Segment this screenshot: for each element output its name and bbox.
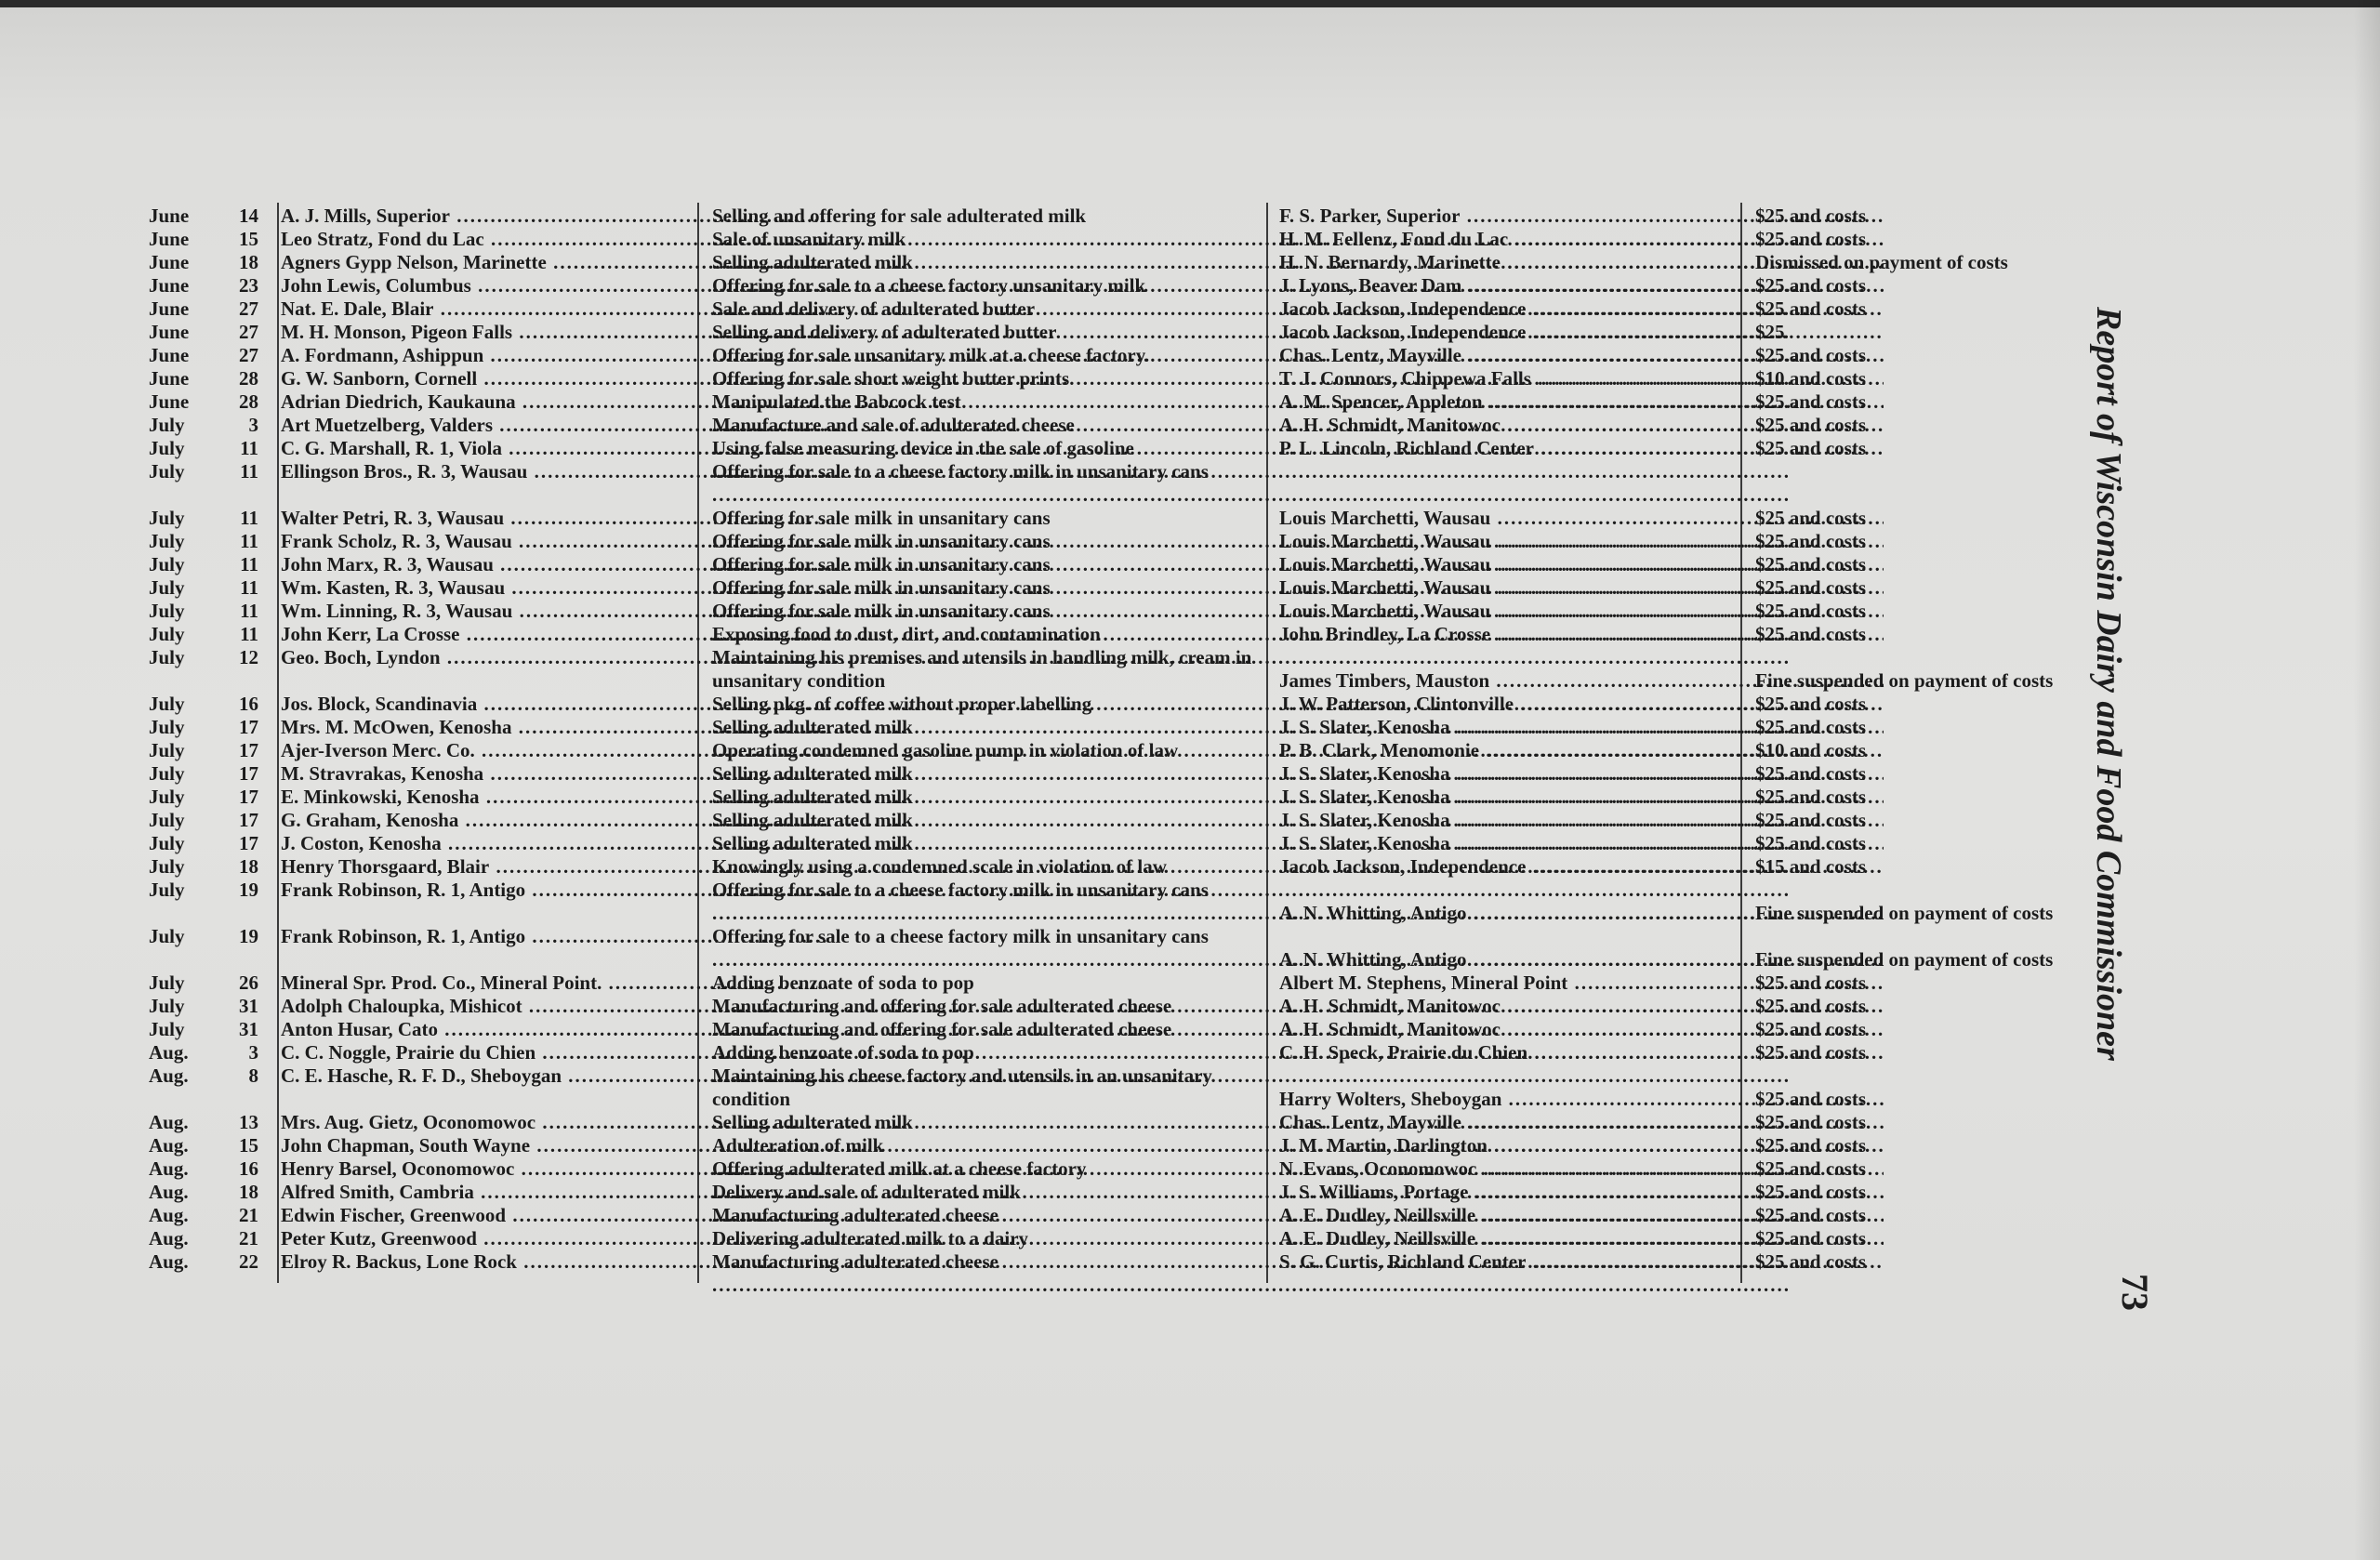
offense-cell: Selling and delivery of adulterated butter ..... [712, 321, 1261, 367]
disposition-cell: $15 and costs [1755, 855, 1867, 878]
disposition-cell: $25 and costs [1755, 1134, 1867, 1157]
court-cell: A. M. Spencer, Appleton ..... [1279, 390, 1884, 414]
court-cell: Louis Marchetti, Wausau ..... [1279, 553, 1884, 576]
day-cell: 22 [239, 1250, 258, 1273]
defendant-cell: Geo. Boch, Lyndon ..... [281, 646, 827, 669]
day-cell: 15 [239, 228, 258, 250]
table-row [149, 553, 2138, 576]
month-cell: July [149, 437, 185, 459]
court-cell: Jacob Jackson, Independence ..... [1279, 321, 1884, 344]
table-row [149, 1064, 2138, 1111]
table-row [149, 1204, 2138, 1227]
offense-cell: Manufacturing and offering for sale adulterated cheese ..... [712, 1018, 1261, 1064]
defendant-cell: Edwin Fischer, Greenwood ..... [281, 1204, 827, 1227]
defendant-cell: Leo Stratz, Fond du Lac ..... [281, 228, 827, 251]
offense-cell: Sale of unsanitary milk ..... [712, 228, 1261, 274]
court-cell: P. L. Lincoln, Richland Center ..... [1279, 437, 1884, 460]
defendant-cell: Jos. Block, Scandinavia ..... [281, 693, 827, 716]
day-cell: 16 [239, 1157, 258, 1180]
court-cell: A. H. Schmidt, Manitowoc ..... [1279, 1018, 1884, 1041]
month-cell: June [149, 344, 190, 366]
month-cell: June [149, 251, 190, 273]
disposition-cell: $25 and costs [1755, 716, 1867, 738]
offense-cell: Selling adulterated milk ..... [712, 251, 1261, 297]
disposition-cell: $25 and costs [1755, 507, 1867, 529]
day-cell: 11 [240, 460, 258, 483]
day-cell: 11 [240, 600, 258, 622]
disposition-cell: $25 and costs [1755, 437, 1867, 459]
court-cell: N. Evans, Oconomowoc ..... [1279, 1157, 1884, 1181]
defendant-cell: Agners Gypp Nelson, Marinette ..... [281, 251, 827, 274]
court-cell: J. S. Williams, Portage ..... [1279, 1181, 1884, 1204]
defendant-cell: Wm. Kasten, R. 3, Wausau ..... [281, 576, 827, 600]
day-cell: 27 [239, 344, 258, 366]
court-cell: Harry Wolters, Sheboygan ..... [1279, 1088, 1884, 1111]
court-cell: J. S. Slater, Kenosha ..... [1279, 832, 1884, 855]
offense-cell: Offering for sale milk in unsanitary cans ..... [712, 530, 1261, 576]
month-cell: July [149, 832, 185, 854]
table-row [149, 1157, 2138, 1181]
court-cell: Chas. Lentz, Mayville ..... [1279, 1111, 1884, 1134]
offense-cell: Manufacturing and offering for sale adulterated cheese ..... [712, 995, 1261, 1041]
table-row [149, 297, 2138, 321]
offense-cell: Selling adulterated milk ..... [712, 832, 1261, 879]
defendant-cell: John Chapman, South Wayne ..... [281, 1134, 827, 1157]
day-cell: 11 [240, 553, 258, 575]
table-row [149, 716, 2138, 739]
month-cell: Aug. [149, 1204, 189, 1226]
disposition-cell: $10 and costs [1755, 739, 1867, 761]
defendant-cell: C. E. Hasche, R. F. D., Sheboygan ..... [281, 1064, 827, 1088]
day-cell: 11 [240, 623, 258, 645]
disposition-cell: $25 and costs [1755, 1227, 1867, 1249]
day-cell: 3 [248, 1041, 258, 1064]
court-cell: H. N. Bernardy, Marinette ..... [1279, 251, 1884, 274]
offense-cell: Knowingly using a condemned scale in violation of law ..... [712, 855, 1261, 902]
court-cell: A. E. Dudley, Neillsville ..... [1279, 1227, 1884, 1250]
defendant-cell: John Lewis, Columbus ..... [281, 274, 827, 297]
day-cell: 19 [239, 925, 258, 947]
day-cell: 26 [239, 972, 258, 994]
court-cell: A. E. Dudley, Neillsville ..... [1279, 1204, 1884, 1227]
month-cell: June [149, 367, 190, 390]
offense-cell: Adulteration of milk ..... [712, 1134, 1261, 1181]
table-row [149, 1181, 2138, 1204]
disposition-cell: $25 and costs [1755, 553, 1867, 575]
defendant-cell: Henry Thorsgaard, Blair ..... [281, 855, 827, 879]
day-cell: 21 [239, 1204, 258, 1226]
defendant-cell: A. J. Mills, Superior ..... [281, 205, 827, 228]
disposition-cell: $25 and costs [1755, 205, 1867, 227]
offense-cell: Operating condemned gasoline pump in violation of law ..... [712, 739, 1261, 786]
offense-cell: Maintaining his premises and utensils in handling milk, cream in unsanitary condition ..... [712, 646, 1261, 716]
day-cell: 27 [239, 321, 258, 343]
court-cell: F. S. Parker, Superior ..... [1279, 205, 1884, 228]
table-row [149, 228, 2138, 251]
court-cell: J. W. Patterson, Clintonville ..... [1279, 693, 1884, 716]
table-row [149, 995, 2138, 1018]
disposition-cell: $25 and costs [1755, 1250, 1867, 1273]
month-cell: July [149, 623, 185, 645]
table-row [149, 251, 2138, 274]
month-cell: July [149, 762, 185, 785]
defendant-cell: E. Minkowski, Kenosha ..... [281, 786, 827, 809]
court-cell: John Brindley, La Crosse ..... [1279, 623, 1884, 646]
defendant-cell: Ajer-Iverson Merc. Co. ..... [281, 739, 827, 762]
month-cell: July [149, 646, 185, 668]
disposition-cell: $25 and costs [1755, 576, 1867, 599]
table-row [149, 925, 2138, 972]
month-cell: June [149, 205, 190, 227]
table-row [149, 414, 2138, 437]
day-cell: 18 [239, 855, 258, 878]
disposition-cell: Fine suspended on payment of costs [1755, 669, 2054, 692]
court-cell: S. G. Curtis, Richland Center ..... [1279, 1250, 1884, 1274]
court-cell: J. S. Slater, Kenosha ..... [1279, 786, 1884, 809]
page-number: 73 [2114, 1274, 2156, 1311]
disposition-cell: $25 and costs [1755, 623, 1867, 645]
defendant-cell: Henry Barsel, Oconomowoc ..... [281, 1157, 827, 1181]
court-cell: J. S. Slater, Kenosha ..... [1279, 809, 1884, 832]
table-row [149, 879, 2138, 925]
court-cell: Jacob Jackson, Independence ..... [1279, 297, 1884, 321]
defendant-cell: Frank Robinson, R. 1, Antigo ..... [281, 925, 827, 948]
court-cell: Albert M. Stephens, Mineral Point ..... [1279, 972, 1884, 995]
disposition-cell: $25 and costs [1755, 693, 1867, 715]
month-cell: July [149, 1018, 185, 1040]
disposition-cell: $10 and costs [1755, 367, 1867, 390]
defendant-cell: Mineral Spr. Prod. Co., Mineral Point. ..... [281, 972, 827, 995]
month-cell: July [149, 879, 185, 901]
month-cell: July [149, 786, 185, 808]
court-cell: A. H. Schmidt, Manitowoc ..... [1279, 414, 1884, 437]
table-row [149, 460, 2138, 507]
month-cell: Aug. [149, 1041, 189, 1064]
month-cell: Aug. [149, 1157, 189, 1180]
defendant-cell: Frank Scholz, R. 3, Wausau ..... [281, 530, 827, 553]
month-cell: July [149, 716, 185, 738]
day-cell: 11 [240, 437, 258, 459]
disposition-cell: $25 and costs [1755, 762, 1867, 785]
month-cell: Aug. [149, 1227, 189, 1249]
offense-cell: Selling adulterated milk ..... [712, 809, 1261, 855]
disposition-cell: $25 and costs [1755, 1157, 1867, 1180]
month-cell: July [149, 507, 185, 529]
defendant-cell: Frank Robinson, R. 1, Antigo ..... [281, 879, 827, 902]
disposition-cell: $25 and costs [1755, 1181, 1867, 1203]
offense-cell: Manufacturing adulterated cheese ..... [712, 1204, 1261, 1250]
month-cell: Aug. [149, 1134, 189, 1157]
table-row [149, 1018, 2138, 1041]
month-cell: July [149, 739, 185, 761]
offense-cell: Selling adulterated milk ..... [712, 1111, 1261, 1157]
day-cell: 15 [239, 1134, 258, 1157]
scan-top-edge [0, 0, 2380, 7]
month-cell: June [149, 390, 190, 413]
table-row [149, 786, 2138, 809]
month-cell: July [149, 414, 185, 436]
offense-cell: Selling adulterated milk ..... [712, 786, 1261, 832]
table-row [149, 205, 2138, 228]
offense-cell: Using false measuring device in the sale of gasoline ..... [712, 437, 1261, 483]
offense-cell: Adding benzoate of soda to pop ..... [712, 972, 1261, 1018]
disposition-cell: $25 and costs [1755, 228, 1867, 250]
disposition-cell: Fine suspended on payment of costs [1755, 948, 2054, 971]
defendant-cell: Mrs. Aug. Gietz, Oconomowoc ..... [281, 1111, 827, 1134]
defendant-cell: M. Stravrakas, Kenosha ..... [281, 762, 827, 786]
defendant-cell: M. H. Monson, Pigeon Falls ..... [281, 321, 827, 344]
court-cell: A. H. Schmidt, Manitowoc ..... [1279, 995, 1884, 1018]
table-row [149, 1250, 2138, 1274]
defendant-cell: G. W. Sanborn, Cornell ..... [281, 367, 827, 390]
table-row [149, 1134, 2138, 1157]
table-row [149, 576, 2138, 600]
offense-cell: Adding benzoate of soda to pop ..... [712, 1041, 1261, 1088]
month-cell: July [149, 600, 185, 622]
court-cell: J. Lyons, Beaver Dam ..... [1279, 274, 1884, 297]
disposition-cell: $25 and costs [1755, 1111, 1867, 1133]
table-row [149, 739, 2138, 762]
court-cell: C. H. Speck, Prairie du Chien ..... [1279, 1041, 1884, 1064]
disposition-cell: $25 [1755, 321, 1785, 343]
day-cell: 17 [239, 786, 258, 808]
disposition-cell: Dismissed on payment of costs [1755, 251, 2008, 273]
month-cell: July [149, 925, 185, 947]
defendant-cell: Anton Husar, Cato ..... [281, 1018, 827, 1041]
court-cell: J. M. Martin, Darlington ..... [1279, 1134, 1884, 1157]
offense-cell: Selling pkg. of coffee without proper labelling ..... [712, 693, 1261, 739]
table-row [149, 646, 2138, 693]
day-cell: 28 [239, 367, 258, 390]
disposition-cell: $25 and costs [1755, 1204, 1867, 1226]
month-cell: July [149, 460, 185, 483]
table-row [149, 832, 2138, 855]
table-row [149, 623, 2138, 646]
offense-cell: Delivering adulterated milk to a dairy ..... [712, 1227, 1261, 1274]
month-cell: Aug. [149, 1111, 189, 1133]
defendant-cell: Ellingson Bros., R. 3, Wausau ..... [281, 460, 827, 483]
disposition-cell: Fine suspended on payment of costs [1755, 902, 2054, 924]
table-row [149, 855, 2138, 879]
court-cell: Louis Marchetti, Wausau ..... [1279, 530, 1884, 553]
disposition-cell: $25 and costs [1755, 274, 1867, 297]
page-gutter-shadow [2354, 0, 2380, 1560]
court-cell: Jacob Jackson, Independence ..... [1279, 855, 1884, 879]
day-cell: 19 [239, 879, 258, 901]
month-cell: July [149, 855, 185, 878]
table-row [149, 1111, 2138, 1134]
disposition-cell: $25 and costs [1755, 600, 1867, 622]
offense-cell: Offering for sale milk in unsanitary cans ..... [712, 553, 1261, 600]
court-cell: P. B. Clark, Menomonie ..... [1279, 739, 1884, 762]
day-cell: 11 [240, 576, 258, 599]
running-head-title: Report of Wisconsin Dairy and Food Commissioner [2089, 307, 2128, 1061]
table-row [149, 809, 2138, 832]
month-cell: July [149, 553, 185, 575]
day-cell: 21 [239, 1227, 258, 1249]
table-row [149, 1227, 2138, 1250]
table-row [149, 321, 2138, 344]
defendant-cell: Art Muetzelberg, Valders ..... [281, 414, 827, 437]
offense-cell: Maintaining his cheese factory and utensils in an unsanitary condition ..... [712, 1064, 1261, 1134]
table-row [149, 437, 2138, 460]
disposition-cell: $25 and costs [1755, 809, 1867, 831]
offense-cell: Selling and offering for sale adulterated milk ..... [712, 205, 1261, 251]
court-cell: H. M. Fellenz, Fond du Lac ..... [1279, 228, 1884, 251]
offense-cell: Offering for sale unsanitary milk at a cheese factory. ..... [712, 344, 1261, 390]
prosecutions-table [149, 205, 2138, 1274]
disposition-cell: $25 and costs [1755, 390, 1867, 413]
offense-cell: Exposing food to dust, dirt, and contamination ..... [712, 623, 1261, 669]
defendant-cell: Mrs. M. McOwen, Kenosha ..... [281, 716, 827, 739]
defendant-cell: J. Coston, Kenosha ..... [281, 832, 827, 855]
defendant-cell: John Marx, R. 3, Wausau ..... [281, 553, 827, 576]
day-cell: 17 [239, 809, 258, 831]
day-cell: 12 [239, 646, 258, 668]
table-row [149, 390, 2138, 414]
defendant-cell: A. Fordmann, Ashippun ..... [281, 344, 827, 367]
offense-cell: Manufacturing adulterated cheese ..... [712, 1250, 1261, 1297]
day-cell: 28 [239, 390, 258, 413]
court-cell: J. S. Slater, Kenosha ..... [1279, 762, 1884, 786]
offense-cell: Offering for sale to a cheese factory milk in unsanitary cans ..... [712, 879, 1261, 925]
month-cell: June [149, 228, 190, 250]
offense-cell: Selling adulterated milk ..... [712, 762, 1261, 809]
month-cell: July [149, 576, 185, 599]
offense-cell: Delivery and sale of adulterated milk ..... [712, 1181, 1261, 1227]
court-cell: James Timbers, Mauston ..... [1279, 669, 1884, 693]
month-cell: July [149, 693, 185, 715]
day-cell: 23 [239, 274, 258, 297]
offense-cell: Offering for sale to a cheese factory unsanitary milk ..... [712, 274, 1261, 321]
court-cell: Louis Marchetti, Wausau ..... [1279, 600, 1884, 623]
disposition-cell: $25 and costs [1755, 972, 1867, 994]
day-cell: 17 [239, 739, 258, 761]
offense-cell: Offering for sale short weight butter prints ..... [712, 367, 1261, 414]
defendant-cell: C. C. Noggle, Prairie du Chien ..... [281, 1041, 827, 1064]
disposition-cell: $25 and costs [1755, 297, 1867, 320]
month-cell: July [149, 809, 185, 831]
court-cell: Chas. Lentz, Mayville ..... [1279, 344, 1884, 367]
table-row [149, 693, 2138, 716]
disposition-cell: $25 and costs [1755, 786, 1867, 808]
day-cell: 18 [239, 251, 258, 273]
court-cell: A. N. Whitting, Antigo ..... [1279, 948, 1884, 972]
table-row [149, 344, 2138, 367]
day-cell: 13 [239, 1111, 258, 1133]
month-cell: June [149, 297, 190, 320]
offense-cell: Offering for sale to a cheese factory milk in unsanitary cans ..... [712, 925, 1261, 972]
table-row [149, 507, 2138, 530]
defendant-cell: Adolph Chaloupka, Mishicot ..... [281, 995, 827, 1018]
offense-cell: Offering for sale milk in unsanitary cans ..... [712, 576, 1261, 623]
court-cell: Louis Marchetti, Wausau ..... [1279, 507, 1884, 530]
table-row [149, 600, 2138, 623]
table-row [149, 530, 2138, 553]
disposition-cell: $25 and costs [1755, 1018, 1867, 1040]
day-cell: 17 [239, 832, 258, 854]
disposition-cell: $25 and costs [1755, 414, 1867, 436]
defendant-cell: C. G. Marshall, R. 1, Viola ..... [281, 437, 827, 460]
defendant-cell: G. Graham, Kenosha ..... [281, 809, 827, 832]
defendant-cell: Walter Petri, R. 3, Wausau ..... [281, 507, 827, 530]
defendant-cell: Alfred Smith, Cambria ..... [281, 1181, 827, 1204]
offense-cell: Manufacture and sale of adulterated cheese ..... [712, 414, 1261, 460]
month-cell: June [149, 274, 190, 297]
month-cell: Aug. [149, 1250, 189, 1273]
offense-cell: Offering adulterated milk at a cheese factory ..... [712, 1157, 1261, 1204]
disposition-cell: $25 and costs [1755, 1041, 1867, 1064]
offense-cell: Offering for sale milk in unsanitary cans ..... [712, 600, 1261, 646]
day-cell: 16 [239, 693, 258, 715]
day-cell: 8 [248, 1064, 258, 1087]
month-cell: July [149, 995, 185, 1017]
month-cell: Aug. [149, 1064, 189, 1087]
court-cell: Louis Marchetti, Wausau ..... [1279, 576, 1884, 600]
day-cell: 18 [239, 1181, 258, 1203]
offense-cell: Manipulated the Babcock test ..... [712, 390, 1261, 437]
table-row [149, 367, 2138, 390]
court-cell: T. J. Connors, Chippewa Falls ..... [1279, 367, 1884, 390]
day-cell: 27 [239, 297, 258, 320]
defendant-cell: Elroy R. Backus, Lone Rock ..... [281, 1250, 827, 1274]
table-row [149, 762, 2138, 786]
court-cell: A. N. Whitting, Antigo ..... [1279, 902, 1884, 925]
day-cell: 14 [239, 205, 258, 227]
day-cell: 11 [240, 507, 258, 529]
offense-cell: Selling adulterated milk ..... [712, 716, 1261, 762]
table-row [149, 274, 2138, 297]
table-row [149, 1041, 2138, 1064]
disposition-cell: $25 and costs [1755, 1088, 1867, 1110]
offense-cell: Offering for sale milk in unsanitary cans ..... [712, 507, 1261, 553]
disposition-cell: $25 and costs [1755, 344, 1867, 366]
court-cell: J. S. Slater, Kenosha ..... [1279, 716, 1884, 739]
month-cell: Aug. [149, 1181, 189, 1203]
defendant-cell: Adrian Diedrich, Kaukauna ..... [281, 390, 827, 414]
defendant-cell: Wm. Linning, R. 3, Wausau ..... [281, 600, 827, 623]
day-cell: 11 [240, 530, 258, 552]
day-cell: 31 [239, 1018, 258, 1040]
defendant-cell: John Kerr, La Crosse ..... [281, 623, 827, 646]
disposition-cell: $25 and costs [1755, 530, 1867, 552]
defendant-cell: Nat. E. Dale, Blair ..... [281, 297, 827, 321]
day-cell: 17 [239, 716, 258, 738]
month-cell: June [149, 321, 190, 343]
offense-cell: Offering for sale to a cheese factory milk in unsanitary cans ..... [712, 460, 1261, 507]
offense-cell: Sale and delivery of adulterated butter ..... [712, 297, 1261, 344]
defendant-cell: Peter Kutz, Greenwood ..... [281, 1227, 827, 1250]
month-cell: July [149, 530, 185, 552]
disposition-cell: $25 and costs [1755, 995, 1867, 1017]
disposition-cell: $25 and costs [1755, 832, 1867, 854]
day-cell: 31 [239, 995, 258, 1017]
month-cell: July [149, 972, 185, 994]
day-cell: 3 [248, 414, 258, 436]
table-row [149, 972, 2138, 995]
day-cell: 17 [239, 762, 258, 785]
